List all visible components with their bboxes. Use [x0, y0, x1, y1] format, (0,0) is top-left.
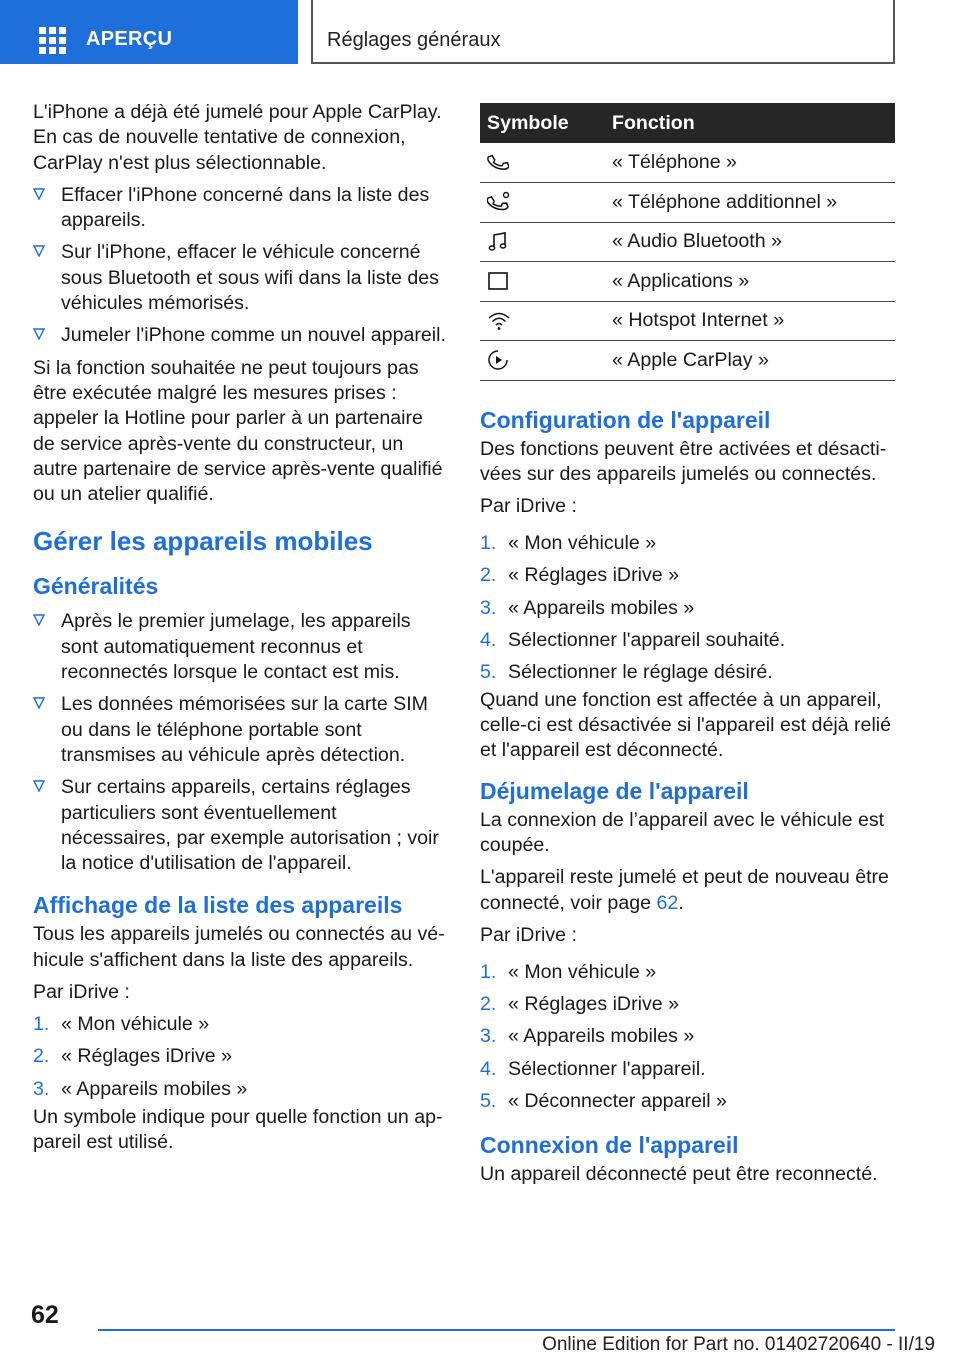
- list-item: [33, 1077, 447, 1102]
- step-text: « Appareils mobiles »: [508, 1025, 695, 1048]
- step-text: Sélectionner le réglage désiré.: [508, 660, 773, 683]
- list-item: [33, 183, 447, 234]
- list-item: [480, 660, 896, 685]
- step-number: 2.: [33, 1045, 50, 1068]
- table-row: [480, 183, 895, 223]
- footer-divider: [98, 1329, 895, 1331]
- triangle-bullet-icon: [33, 697, 45, 709]
- list-item: [33, 775, 447, 876]
- unpair-text-prefix: L'appareil reste jumelé et peut de nouveau être connecté, voir page: [480, 866, 889, 914]
- step-text: « Appareils mobiles »: [61, 1077, 248, 1100]
- list-item-text: Après le premier jumelage, les appareils sont automatiquement reconnus et reconnectés lorsque le contact est mis.: [61, 610, 411, 684]
- list-item: [33, 323, 447, 348]
- step-number: 2.: [480, 993, 497, 1016]
- step-text: « Réglages iDrive »: [508, 993, 679, 1016]
- connect-paragraph: Un appareil déconnecté peut être reconnecté.: [480, 1162, 878, 1185]
- config-after-paragraph: Quand une fonction est affectée à un appareil, celle-ci est désactivée si l'appareil est déjà relié et l'appareil est déconnecté.: [480, 688, 892, 762]
- right-column: [480, 100, 896, 1194]
- step-number: 5.: [480, 1089, 497, 1112]
- step-number: 4.: [480, 1057, 497, 1080]
- symbol-paragraph: Un symbole indique pour quelle fonction un appareil est utilisé.: [33, 1105, 443, 1153]
- list-item-text: Sur l'iPhone, effacer le véhicule concerné sous Bluetooth et sous wifi dans la liste des véhicules mémorisés.: [61, 241, 439, 315]
- phone-icon: [487, 152, 509, 174]
- column-header-function: Fonction: [612, 103, 895, 143]
- triangle-bullet-icon: [33, 328, 45, 340]
- list-item: [33, 1044, 447, 1069]
- table-row: [480, 222, 895, 262]
- function-label: « Audio Bluetooth »: [612, 222, 895, 262]
- triangle-bullet-icon: [33, 245, 45, 257]
- step-number: 5.: [480, 660, 497, 683]
- step-number: 3.: [480, 1025, 497, 1048]
- list-item: [480, 531, 896, 556]
- idrive-label: Par iDrive :: [33, 981, 130, 1004]
- list-item: [480, 992, 896, 1017]
- unpair-paragraph: La connexion de l’appareil avec le véhicule est coupée.: [480, 808, 885, 857]
- step-text: « Mon véhicule »: [508, 961, 657, 984]
- triangle-bullet-icon: [33, 780, 45, 792]
- triangle-bullet-icon: [33, 188, 45, 200]
- step-number: 2.: [480, 564, 497, 587]
- overview-nav-button[interactable]: [0, 0, 298, 64]
- device-list-paragraph: Tous les appareils jumelés ou connectés au véhicule s'affichent dans la liste des appareils.: [33, 923, 445, 971]
- list-item: [33, 1012, 447, 1037]
- section-heading-unpair: Déjumelage de l'appareil: [480, 777, 749, 804]
- page-reference-link[interactable]: 62: [656, 891, 679, 914]
- list-item: [33, 692, 447, 768]
- symbol-table: [480, 103, 895, 381]
- list-item: [480, 628, 896, 653]
- idrive-label: Par iDrive :: [480, 495, 577, 518]
- table-row: [480, 341, 895, 381]
- triangle-bullet-icon: [33, 614, 45, 626]
- step-number: 1.: [480, 961, 497, 984]
- config-paragraph: Des fonctions peuvent être activées et désactivées sur des appareils jumelés ou connectés.: [480, 437, 887, 485]
- idrive-label: Par iDrive :: [480, 923, 577, 946]
- table-header-row: [480, 103, 895, 143]
- edition-footer: Online Edition for Part no. 01402720640 - II/19: [542, 1334, 935, 1355]
- list-item: [480, 1089, 896, 1114]
- function-label: « Apple CarPlay »: [612, 341, 895, 381]
- step-text: « Mon véhicule »: [61, 1013, 210, 1036]
- function-label: « Téléphone »: [612, 143, 895, 183]
- section-heading-general: Généralités: [33, 573, 159, 600]
- column-header-symbol: Symbole: [480, 103, 612, 143]
- step-text: « Mon véhicule »: [508, 532, 657, 555]
- section-heading-connect: Connexion de l'appareil: [480, 1131, 739, 1158]
- step-text: « Appareils mobiles »: [508, 596, 695, 619]
- device-list-steps: [33, 1012, 447, 1101]
- list-item-text: Les données mémorisées sur la carte SIM ou dans le téléphone portable sont transmises au véhicule après détection.: [61, 693, 429, 766]
- step-number: 1.: [33, 1013, 50, 1036]
- list-item: [480, 596, 896, 621]
- phone-additional-icon: [487, 191, 511, 213]
- list-item: [33, 240, 447, 316]
- hotline-paragraph: Si la fonction souhaitée ne peut toujours pas être exécutée malgré les mesures prises : appeler la Hotline pour parler à un partenaire de service après-vente du constructeur, un autre partenaire de service après-vente qualifié ou un atelier qualifié.: [33, 356, 443, 506]
- table-row: [480, 143, 895, 183]
- list-item: [480, 960, 896, 985]
- list-item-text: Jumeler l'iPhone comme un nouvel appareil.: [61, 324, 446, 347]
- music-note-icon: [487, 231, 509, 253]
- grid-menu-icon: [39, 27, 67, 51]
- step-text: « Déconnecter appareil »: [508, 1089, 727, 1112]
- unpair-steps: [480, 960, 896, 1114]
- section-heading-config: Configuration de l'appareil: [480, 406, 771, 433]
- step-number: 4.: [480, 628, 497, 651]
- intro-paragraph: L'iPhone a déjà été jumelé pour Apple CarPlay. En cas de nouvelle tentative de connexion, CarPlay n'est plus sélectionnable.: [33, 101, 442, 174]
- general-list: [33, 609, 447, 876]
- overview-nav-label: APERÇU: [86, 28, 173, 50]
- list-item: [480, 563, 896, 588]
- config-steps: [480, 531, 896, 685]
- step-number: 3.: [480, 596, 497, 619]
- step-text: « Réglages iDrive »: [508, 564, 679, 587]
- step-text: Sélectionner l'appareil souhaité.: [508, 628, 786, 651]
- wifi-icon: [487, 310, 511, 332]
- unpair-text-suffix: .: [678, 891, 684, 914]
- left-column: [33, 100, 447, 1162]
- unpair-paragraph-2: [480, 865, 896, 916]
- square-icon: [487, 270, 509, 292]
- table-row: [480, 301, 895, 341]
- list-item: [33, 609, 447, 685]
- function-label: « Applications »: [612, 262, 895, 302]
- list-item-text: Sur certains appareils, certains réglages particuliers sont éventuellement nécessaires, par exemple autorisation ; voir la notice d'utilisation de l'appareil.: [61, 776, 439, 875]
- list-item: [480, 1057, 896, 1082]
- table-row: [480, 262, 895, 302]
- chapter-title: Réglages généraux: [327, 29, 501, 51]
- reset-steps-list: [33, 183, 447, 349]
- step-number: 3.: [33, 1077, 50, 1100]
- list-item-text: Effacer l'iPhone concerné dans la liste des appareils.: [61, 183, 430, 232]
- chapter-header: [311, 0, 895, 64]
- function-label: « Hotspot Internet »: [612, 301, 895, 341]
- section-heading-manage: Gérer les appareils mobiles: [33, 526, 373, 557]
- carplay-icon: [487, 349, 509, 371]
- step-text: « Réglages iDrive »: [61, 1045, 232, 1068]
- list-item: [480, 1024, 896, 1049]
- step-text: Sélectionner l'appareil.: [508, 1057, 706, 1080]
- function-label: « Téléphone additionnel »: [612, 183, 895, 223]
- page-number: 62: [31, 1301, 59, 1329]
- step-number: 1.: [480, 532, 497, 555]
- section-heading-device-list: Affichage de la liste des appareils: [33, 892, 403, 919]
